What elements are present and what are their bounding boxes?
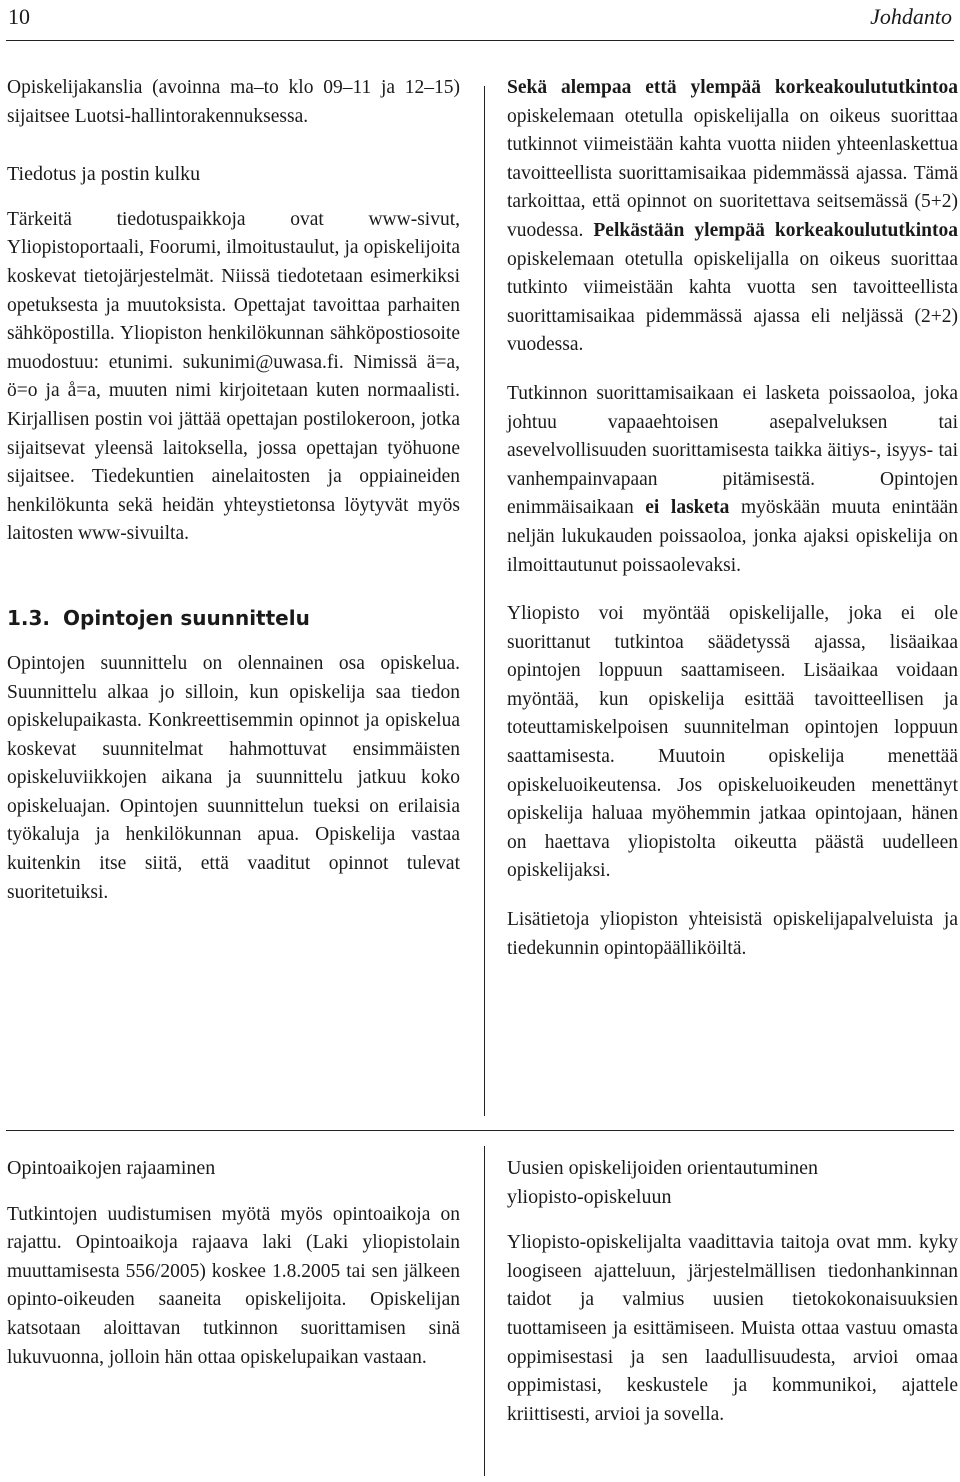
lisaaika-paragraph: Yliopisto voi myöntää opiskelijalle, joka ei ole suorittanut tutkintoa säädetyssä ajassa, lisäaikaa opintojen loppuun saattamiseen. Lisäaikaa voidaan myöntää, kun opiskelija esittää tavoitteellisen ja toteuttamiskelpoisen suunnitelman opintojen loppuun saattamisesta. Muutoin opiskelija menettää opiskeluoikeutensa. Jos opiskeluoikeuden menettänyt opiskelija haluaa myöhemmin jatkaa opintojaan, hänen on haettava yliopistolta oikeutta päästä uudelleen opiskelijaksi. bbox=[507, 603, 958, 882]
bold-phrase: ei lasketa bbox=[645, 497, 730, 519]
suunnittelu-paragraph: Opintojen suunnittelu on olennainen osa opiskelua. Suunnittelu alkaa jo silloin, kun opiskelija saa tiedon opiskelupaikasta. Konkreettisemmin opinnot ja opiskelua koskevat suunnitelmat hahmottuvat ensimmäisten opiskeluviikkojen aikana ja suunnittelu jatkuu koko opiskeluajan. Opintojen suunnittelun tueksi on erilaisia työkaluja ja henkilökunnan apua. Opiskelija vastaa kuitenkin itse siitä, että vaaditut opinnot tulevat suoritetuiksi. bbox=[7, 652, 460, 903]
page-number: 10 bbox=[8, 4, 30, 29]
paragraph-text: opiskelemaan otetulla opiskelijalla on oikeus suorittaa tutkinnot viimeistään kahta vuotta niiden yhteenlaskettua tavoitteellista suorittamisaikaa pidemmässä ajassa. Tämä tarkoittaa, että opinnot on suoritettava seitsemässä (5+2) vuodessa. bbox=[507, 105, 958, 241]
heading-line: Uusien opiskelijoiden orientautuminen bbox=[507, 1157, 819, 1179]
left-column-lower bbox=[7, 1154, 460, 1372]
heading-line: yliopisto-opiskeluun bbox=[507, 1185, 672, 1208]
orientation-heading bbox=[507, 1154, 958, 1211]
opintoaika-paragraph bbox=[507, 74, 958, 360]
bold-phrase: Sekä alempaa että ylempää korkeakoulututkintoa bbox=[507, 77, 958, 98]
paragraph-text: opiskelemaan otetulla opiskelijalla on oikeus suorittaa tutkinto viimeistään kahta vuotta sen tavoitteellista suorittamisaikaa pidemmässä ajassa eli neljässä (2+2) vuodessa. bbox=[507, 248, 958, 356]
paragraph-text: Tutkinnon suorittamisaikaan ei lasketa poissaoloa, joka johtuu vapaaehtoisen asepalveluksen tai asevelvollisuuden suorittamisesta taikka äitiys-, isyys- tai vanhempainvapaan pitämisestä. Opintojen enimmäisaikaan bbox=[507, 382, 958, 519]
tiedotus-heading: Tiedotus ja postin kulku bbox=[7, 163, 201, 186]
left-column-upper bbox=[7, 74, 460, 907]
section-title: Opintojen suunnittelu bbox=[63, 605, 310, 630]
column-divider-lower bbox=[484, 1146, 485, 1476]
rajaaminen-paragraph: Tutkintojen uudistumisen myötä myös opintoaikoja on rajattu. Opintoaikoja rajaava laki (Laki yliopistolain muuttamisesta 556/2005) koskee 1.8.2005 tai sen jälkeen opinto-oikeuden saaneita opiskelijoita. Opiskelijan katsotaan aloittavan tutkinnon suorittamisen sinä lukuvuonna, jolloin hän ottaa opiskelupaikan vastaan. bbox=[7, 1203, 460, 1368]
kanslia-paragraph: Opiskelijakanslia (avoinna ma–to klo 09–11 ja 12–15) sijaitsee Luotsi-hallintorakennuksessa. bbox=[7, 77, 460, 127]
bold-phrase: Pelkästään ylempää korkeakoulututkintoa bbox=[593, 219, 958, 241]
column-divider-upper bbox=[484, 86, 485, 1116]
right-column-upper bbox=[507, 74, 958, 963]
right-column-lower bbox=[507, 1154, 958, 1429]
page-header bbox=[6, 0, 954, 42]
paragraph-text: myöskään muuta enintään neljän lukukauden poissaoloa, jonka ajaksi opiskelija on ilmoittautunut poissaolevaksi. bbox=[507, 497, 959, 576]
header-rule bbox=[6, 40, 954, 41]
running-title: Johdanto bbox=[870, 4, 952, 29]
tiedotus-paragraph: Tärkeitä tiedotuspaikkoja ovat www-sivut, Yliopistoportaali, Foorumi, ilmoitustaulut, ja opiskelijoita koskevat tietojärjestelmät. Niissä tiedotetaan esimerkiksi opetuksesta ja muutoksista. Opettajat tavoittaa parhaiten sähköpostilla. Yliopiston henkilökunnan sähköpostiosoite muodostuu: etunimi. sukunimi@uwasa.fi. Nimissä ä=a, ö=o ja å=a, muuten nimi kirjoitetaan kuten normaalisti. Kirjallisen postin voi jättää opettajan postilokeroon, jotka sijaitsevat yleensä laitoksella, jossa opettajan työhuone sijaitsee. Tiedekuntien ainelaitosten ja oppiaineiden henkilökunta sekä heidän yhteystietonsa löytyvät myös laitosten www-sivuilta. bbox=[7, 208, 460, 545]
section-divider bbox=[6, 1130, 954, 1131]
section-heading bbox=[7, 604, 460, 632]
rajaaminen-heading: Opintoaikojen rajaaminen bbox=[7, 1157, 216, 1179]
poissaolo-paragraph bbox=[507, 380, 958, 580]
orientation-paragraph: Yliopisto-opiskelijalta vaadittavia taitoja ovat mm. kyky loogiseen ajatteluun, järjestelmällisen tiedonhankinnan taidot ja valmius uusien tietokokonaisuuksien tuottamiseen ja esittämiseen. Muista ottaa vastuu omasta oppimisestasi ja sen laadullisuudesta, arvioi omaa oppimistasi, keskustele ja kommunikoi, ajattele kriittisesti, arvioi ja sovella. bbox=[507, 1232, 958, 1425]
lisatietoja-paragraph: Lisätietoja yliopiston yhteisistä opiskelijapalveluista ja tiedekunnin opintopäälliköiltä. bbox=[507, 909, 958, 959]
section-number: 1.3. bbox=[7, 605, 51, 630]
